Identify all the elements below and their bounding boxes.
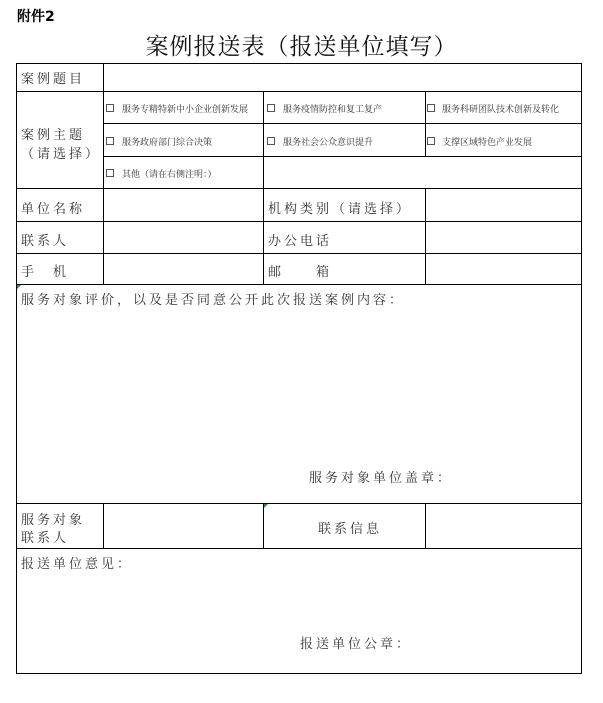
mobile-field[interactable] [104, 254, 263, 284]
org-name-field[interactable] [104, 189, 263, 221]
row-divider [103, 123, 582, 124]
theme-option[interactable]: 服务社会公众意识提升 [267, 135, 373, 148]
contact-info-label: 联系信息 [318, 522, 383, 537]
border-bottom [16, 673, 582, 674]
opinion-field[interactable] [17, 572, 581, 627]
org-type-field[interactable] [426, 189, 581, 221]
col-divider [263, 188, 264, 284]
office-phone-label: 办公电话 [268, 234, 333, 249]
checkbox-icon[interactable] [267, 104, 275, 112]
email-field[interactable] [426, 254, 581, 284]
theme-option[interactable]: 服务政府部门综合决策 [106, 135, 212, 148]
client-contact-label: 服务对象 [21, 513, 86, 528]
attachment-label: 附件2 [17, 9, 55, 25]
email-label: 邮 箱 [268, 265, 333, 280]
client-contact-label-2: 联系人 [21, 531, 70, 546]
row-divider [16, 284, 582, 285]
form-title: 案例报送表（报送单位填写） [145, 34, 458, 60]
row-divider [16, 91, 582, 92]
client-seal-label: 服务对象单位盖章： [309, 471, 454, 486]
theme-option-other[interactable]: 其他（请在右侧注明：） [106, 167, 217, 180]
client-contact-field[interactable] [104, 504, 263, 548]
theme-option[interactable]: 服务疫情防控和复工复产 [267, 102, 382, 115]
col-divider [425, 91, 426, 156]
evaluation-label: 服务对象评价，以及是否同意公开此次报送案例内容： [21, 293, 406, 308]
border-right [581, 63, 582, 674]
contact-info-field[interactable] [426, 504, 581, 548]
cell-marker [264, 504, 268, 508]
office-phone-field[interactable] [426, 222, 581, 253]
row-divider [16, 548, 582, 549]
opinion-label: 报送单位意见： [21, 557, 134, 572]
checkbox-icon[interactable] [427, 137, 435, 145]
contact-field[interactable] [104, 222, 263, 253]
submitter-seal-label: 报送单位公章： [300, 637, 413, 652]
theme-option[interactable]: 支撑区域特色产业发展 [427, 135, 532, 148]
contact-label: 联系人 [21, 234, 70, 249]
org-name-label: 单位名称 [21, 202, 86, 217]
theme-other-field[interactable] [264, 157, 581, 188]
mobile-label: 手 机 [21, 265, 70, 280]
checkbox-icon[interactable] [106, 137, 114, 145]
org-type-label: 机构类别（请选择） [268, 202, 413, 217]
checkbox-icon[interactable] [427, 104, 435, 112]
case-theme-label: 案例主题 [21, 128, 86, 143]
case-theme-hint: （请选择） [21, 147, 102, 162]
checkbox-icon[interactable] [267, 137, 275, 145]
col-divider [263, 503, 264, 548]
theme-option[interactable]: 服务科研团队技术创新及转化 [427, 102, 559, 115]
case-title-field[interactable] [104, 64, 581, 91]
theme-option[interactable]: 服务专精特新中小企业创新发展 [106, 102, 248, 115]
checkbox-icon[interactable] [106, 169, 114, 177]
checkbox-icon[interactable] [106, 104, 114, 112]
case-title-label: 案例题目 [21, 72, 86, 87]
evaluation-field[interactable] [17, 308, 581, 458]
